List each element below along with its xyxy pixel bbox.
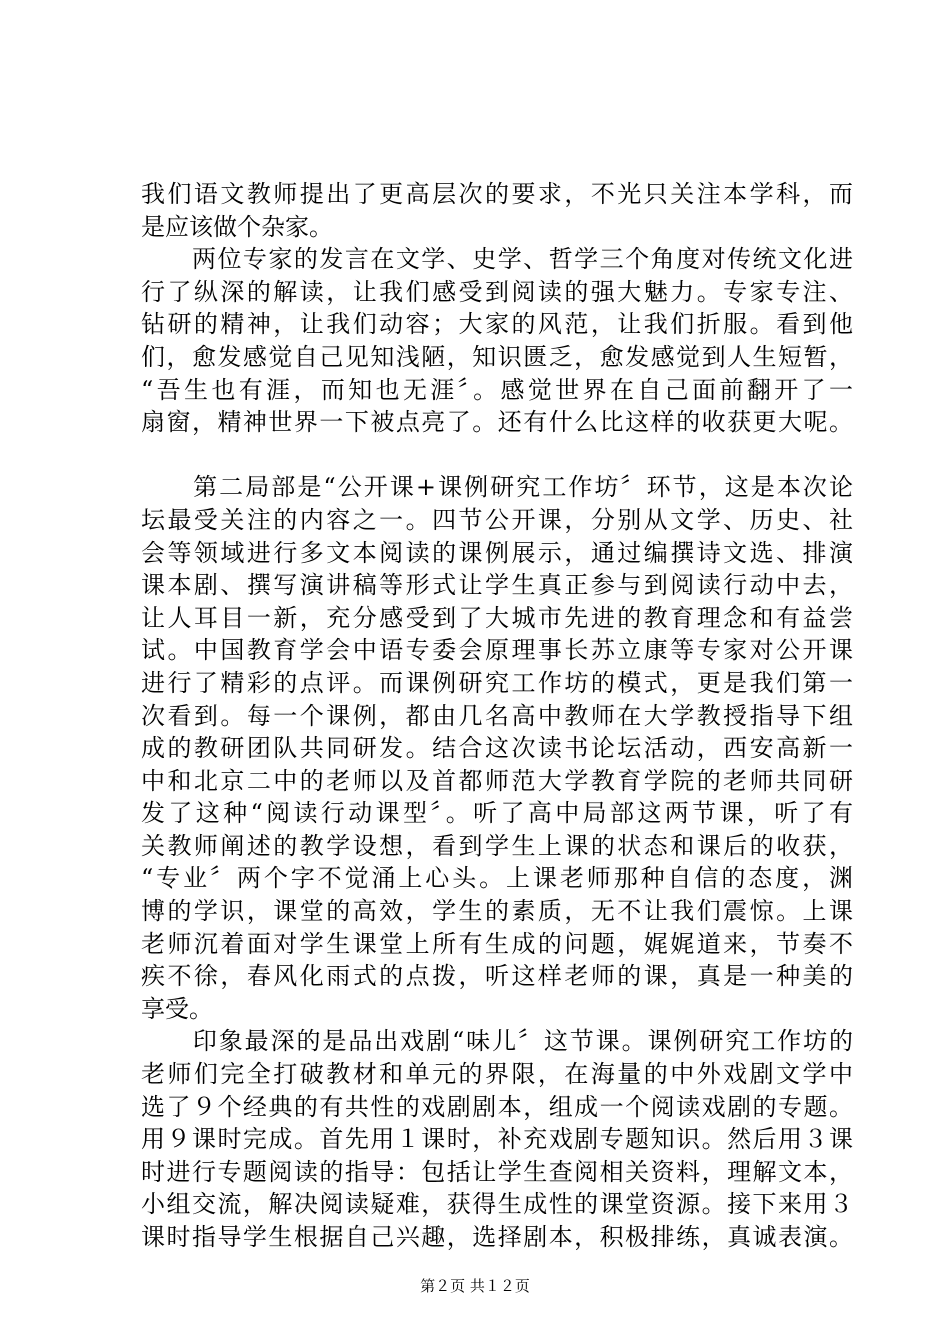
page-number: 第２页 [420,1277,466,1295]
text-line: 次看到。每一个课例，都由几名高中教师在大学教授指导下组 [141,701,853,730]
text-line: 时进行专题阅读的指导：包括让学生查阅相关资料，理解文本， [141,1157,853,1186]
text-line: “专业〞两个字不觉涌上心头。上课老师那种自信的态度，渊 [141,864,853,893]
text-line: 行了纵深的解读，让我们感受到阅读的强大魅力。专家专注、 [141,277,853,306]
text-line: 我们语文教师提出了更高层次的要求，不光只关注本学科，而 [141,180,853,208]
text-line: 两位专家的发言在文学、史学、哲学三个角度对传统文化进 [141,245,853,274]
text-line: 关教师阐述的教学设想，看到学生上课的状态和课后的收获， [141,831,853,860]
page-total: 共１２页 [469,1277,530,1295]
text-line: 坛最受关注的内容之一。四节公开课，分别从文学、历史、社 [141,505,853,534]
paragraph-2 [141,243,853,439]
text-line: 成的教研团队共同研发。结合这次读书论坛活动，西安高新一 [141,734,853,763]
text-line: 们，愈发感觉自己见知浅陋，知识匮乏，愈发感觉到人生短暂， [141,342,853,371]
paragraph-4 [141,1025,853,1253]
text-line: 发了这种“阅读行动课型〞。听了高中局部这两节课，听了有 [141,799,853,828]
text-line: 中和北京二中的老师以及首都师范大学教育学院的老师共同研 [141,766,853,795]
paragraph-1 [141,178,853,243]
paragraph-3 [141,471,853,1025]
paragraph-spacer [141,439,853,472]
text-line: 第二局部是“公开课+课例研究工作坊〞环节，这是本次论 [141,473,853,502]
text-line: 选了９个经典的有共性的戏剧剧本，组成一个阅读戏剧的专题。 [141,1092,853,1121]
text-line: 课本剧、撰写演讲稿等形式让学生真正参与到阅读行动中去， [141,571,853,600]
text-line: 钻研的精神，让我们动容；大家的风范，让我们折服。看到他 [141,310,853,339]
text-line: 老师们完全打破教材和单元的界限，在海量的中外戏剧文学中 [141,1060,853,1089]
text-line: 小组交流，解决阅读疑难，获得生成性的课堂资源。接下来用３ [141,1190,853,1219]
text-line: 是应该做个杂家。 [141,212,333,241]
page-footer [0,1276,950,1296]
text-line: 进行了精彩的点评。而课例研究工作坊的模式，更是我们第一 [141,668,853,697]
text-line: 试。中国教育学会中语专委会原理事长苏立康等专家对公开课 [141,636,853,665]
text-line: 扇窗，精神世界一下被点亮了。还有什么比这样的收获更大呢。 [141,408,853,437]
text-line: 疾不徐，春风化雨式的点拨，听这样老师的课，真是一种美的 [141,962,853,991]
text-line: 让人耳目一新，充分感受到了大城市先进的教育理念和有益尝 [141,603,853,632]
text-line: 会等领域进行多文本阅读的课例展示，通过编撰诗文选、排演 [141,538,853,567]
text-line: 用９课时完成。首先用１课时，补充戏剧专题知识。然后用３课 [141,1125,853,1154]
text-line: “吾生也有涯，而知也无涯〞。感觉世界在自己面前翻开了一 [141,375,853,404]
text-line: 老师沉着面对学生课堂上所有生成的问题，娓娓道来，节奏不 [141,929,853,958]
text-line: 印象最深的是品出戏剧“味儿〞这节课。课例研究工作坊的 [141,1027,853,1056]
text-line: 博的学识，课堂的高效，学生的素质，无不让我们震惊。上课 [141,897,853,926]
text-line: 享受。 [141,994,213,1023]
body-text [141,178,853,1254]
text-line: 课时指导学生根据自己兴趣，选择剧本，积极排练，真诚表演。 [141,1223,853,1251]
